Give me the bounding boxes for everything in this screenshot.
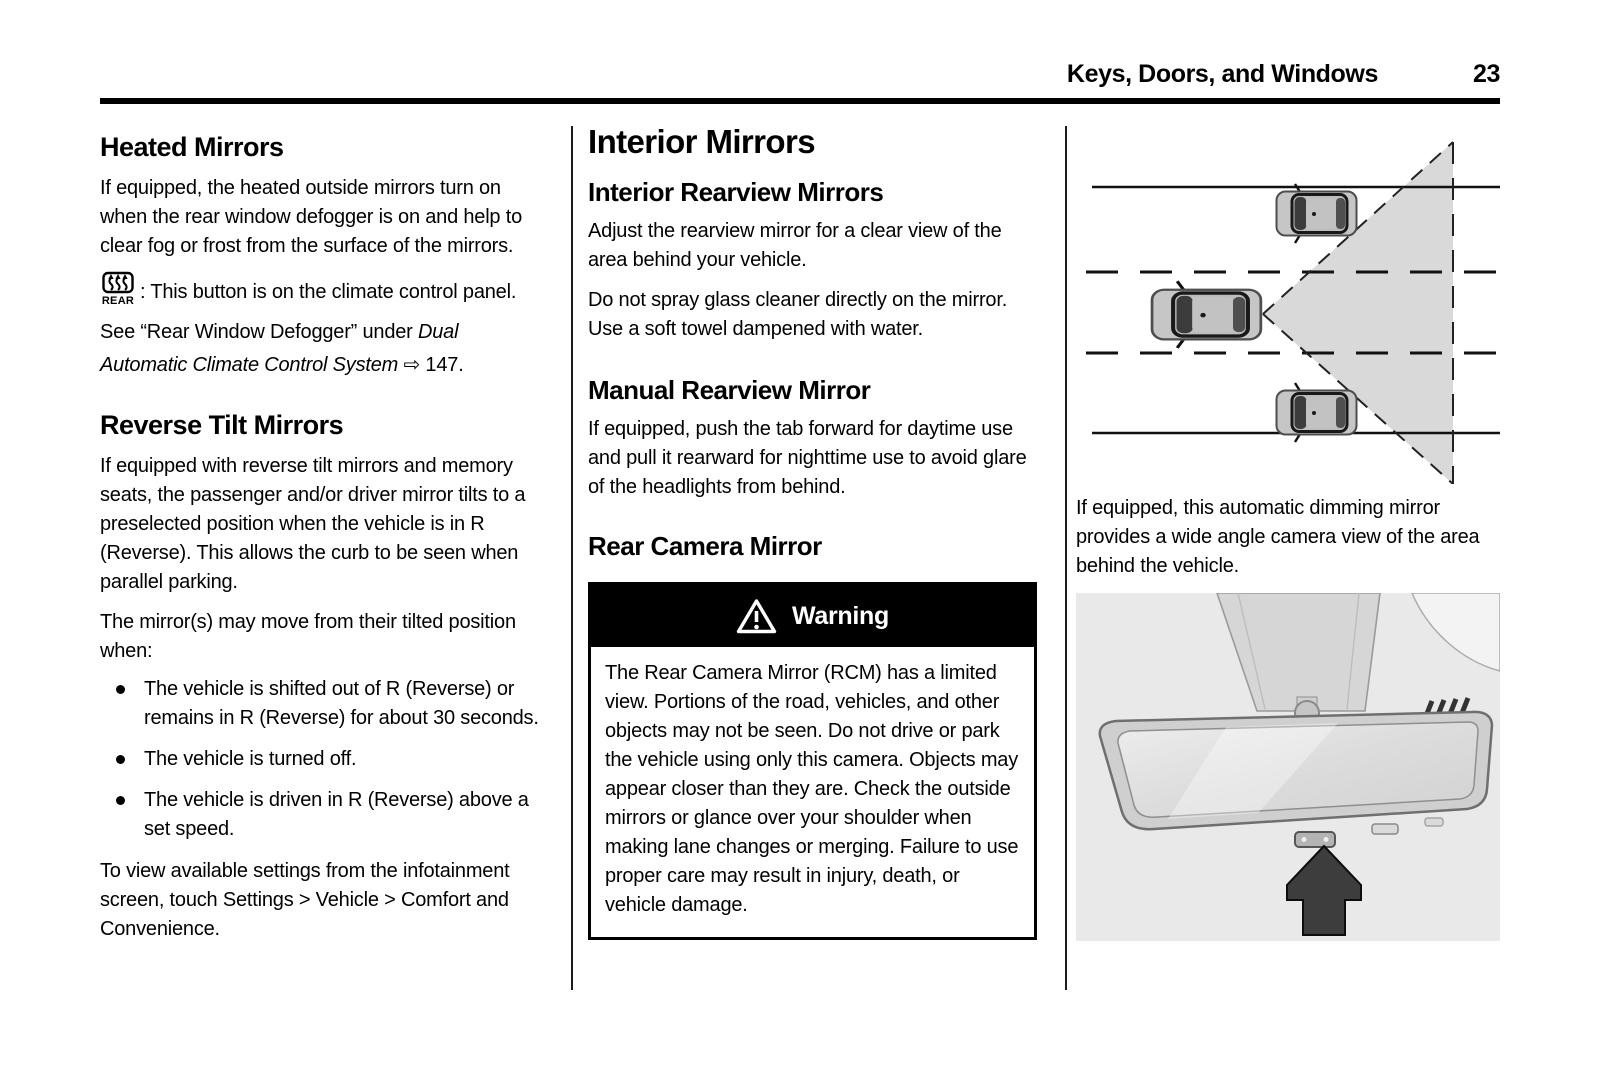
middle-column [588, 124, 1037, 940]
list-item [100, 786, 547, 844]
paragraph: Adjust the rearview mirror for a clear view of the area behind your vehicle. [588, 220, 1002, 271]
heading-rear-camera-mirror: Rear Camera Mirror [588, 531, 822, 561]
left-column [100, 132, 547, 944]
rear-camera-mirror-photo [1076, 593, 1500, 941]
mirror-sensor [1425, 818, 1443, 826]
figure-caption: If equipped, this automatic dimming mirror provides a wide angle camera view of the area behind the vehicle. [1076, 497, 1480, 577]
column-divider-right [1065, 126, 1067, 990]
bullet-dot [116, 685, 125, 694]
heading-heated-mirrors: Heated Mirrors [100, 132, 284, 162]
warning-triangle-icon [736, 598, 777, 635]
bullet-list [100, 675, 547, 844]
heading-interior-mirrors: Interior Mirrors [588, 123, 815, 160]
column-divider-left [571, 126, 573, 990]
page-number: 23 [1472, 60, 1500, 88]
reference-page-link: ⇨ 147. [398, 354, 464, 376]
right-column [1076, 132, 1500, 941]
chapter-title: Keys, Doors, and Windows [1066, 60, 1378, 88]
reference-italic-title: Dual Automatic Climate Control System [100, 321, 459, 376]
mirror-tab [1295, 832, 1335, 847]
bullet-text: The vehicle is shifted out of R (Reverse) or remains in R (Reverse) for about 30 seconds. [144, 678, 539, 729]
paragraph: If equipped, push the tab forward for daytime use and pull it rearward for nighttime use to avoid glare of the headlights from behind. [588, 418, 1027, 498]
camera-view-diagram [1076, 132, 1500, 484]
warning-label: Warning [792, 601, 889, 630]
header-rule [100, 98, 1500, 104]
defogger-icon-label: REAR [101, 295, 135, 307]
bullet-text: The vehicle is driven in R (Reverse) above a set speed. [144, 789, 529, 840]
paragraph: The mirror(s) may move from their tilted position when: [100, 611, 516, 662]
rear-defogger-glyph [100, 269, 136, 296]
heading-manual-rearview-mirror: Manual Rearview Mirror [588, 375, 871, 405]
warning-body: The Rear Camera Mirror (RCM) has a limited view. Portions of the road, vehicles, and other objects may not be seen. Do not drive or park the vehicle using only this camera. Objects may appear closer than they are. Check the outside mirrors or glance over your shoulder when making lane changes or merging. Failure to use proper care may result in injury, death, or vehicle damage. [591, 647, 1034, 937]
page-header [100, 60, 1500, 89]
cross-reference [100, 316, 547, 382]
defogger-button-line [100, 269, 547, 307]
warning-header [591, 585, 1034, 647]
warning-box [588, 582, 1037, 940]
defogger-text: : This button is on the climate control panel. [140, 281, 517, 303]
car-adjacent-lane-bottom [1277, 383, 1357, 442]
car-adjacent-lane-top [1277, 184, 1357, 243]
heading-reverse-tilt-mirrors: Reverse Tilt Mirrors [100, 410, 344, 440]
paragraph: Do not spray glass cleaner directly on the mirror. Use a soft towel dampened with water. [588, 289, 1008, 340]
car-own-vehicle [1152, 281, 1261, 348]
paragraph: If equipped with reverse tilt mirrors and memory seats, the passenger and/or driver mirror tilts to a preselected position when the vehicle is in R (Reverse). This allows the curb to be seen when parallel parking. [100, 455, 526, 593]
list-item [100, 745, 547, 774]
mirror-button [1372, 824, 1398, 834]
bullet-dot [116, 755, 125, 764]
rear-defogger-icon [100, 269, 136, 307]
bullet-text: The vehicle is turned off. [144, 748, 357, 770]
paragraph: To view available settings from the infotainment screen, touch Settings > Vehicle > Comfort and Convenience. [100, 860, 510, 940]
reference-prefix: See “Rear Window Defogger” under [100, 321, 418, 343]
bullet-dot [116, 796, 125, 805]
paragraph: If equipped, the heated outside mirrors turn on when the rear window defogger is on and help to clear fog or frost from the surface of the mirrors. [100, 177, 522, 257]
list-item [100, 675, 547, 733]
heading-interior-rearview-mirrors: Interior Rearview Mirrors [588, 177, 884, 207]
